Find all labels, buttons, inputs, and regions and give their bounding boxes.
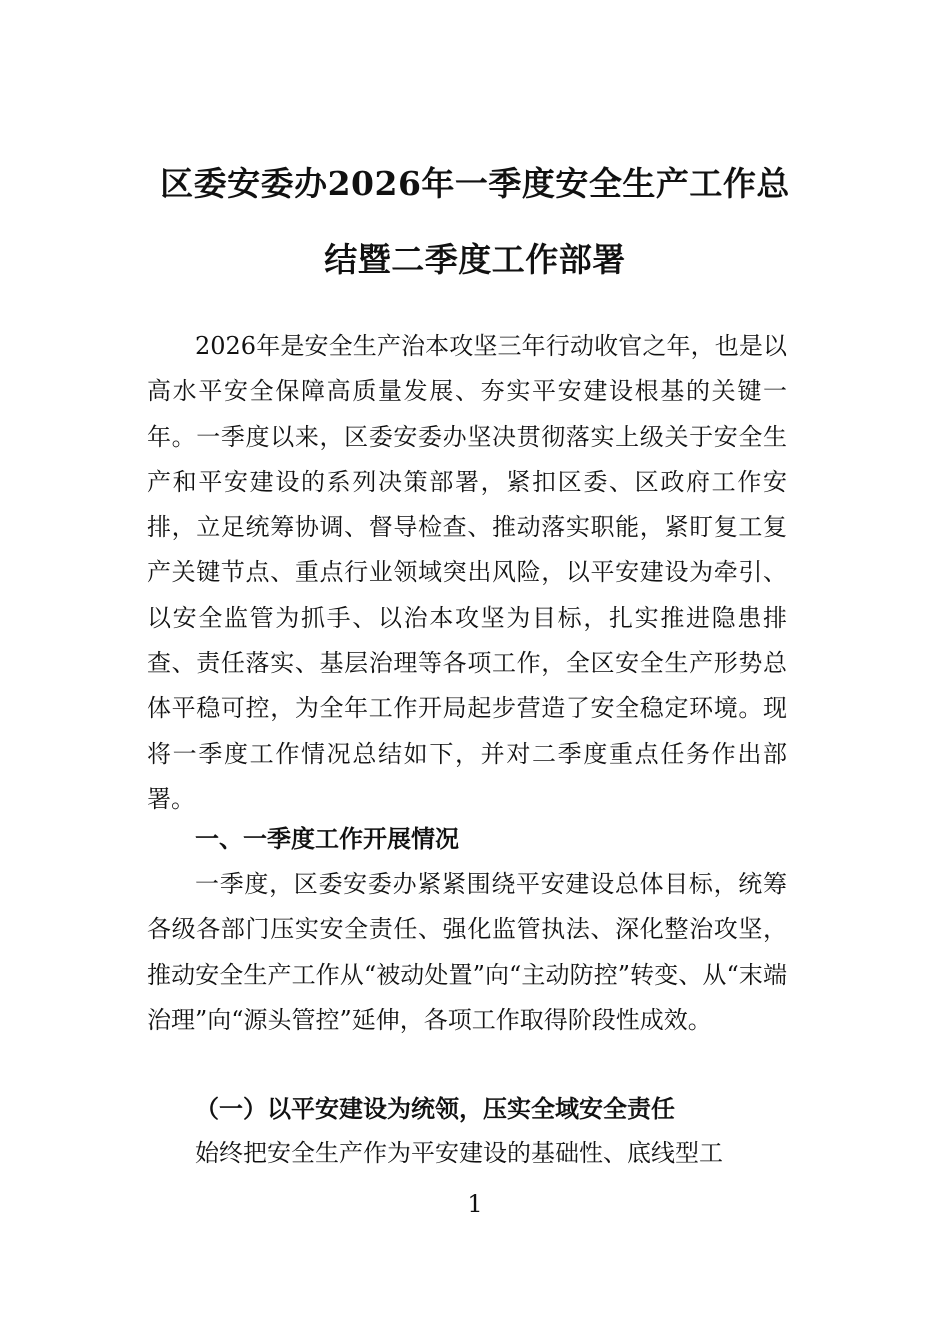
paragraph-subsection-1: 始终把安全生产作为平安建设的基础性、底线型工: [195, 1139, 723, 1167]
title-line-1: 区委安委办2026年一季度安全生产工作总: [160, 164, 790, 203]
subsection-heading-1: （一）以平安建设为统领，压实全域安全责任: [195, 1094, 675, 1123]
section-heading-1: 一、一季度工作开展情况: [195, 825, 459, 853]
title-line-2: 结暨二季度工作部署: [324, 240, 626, 279]
paragraph-intro: 2026年是安全生产治本攻坚三年行动收官之年，也是以高水平安全保障高质量发展、夯实平安建设根基的关键一年。一季度以来，区委安委办坚决贯彻落实上级关于安全生产和平安建设的系列决策部署，紧扣区委、区政府工作安排，立足统筹协调、督导检查、推动落实职能，紧盯复工复产关键节点、重点行业领域突出风险，以平安建设为牵引、以安全监管为抓手、以治本攻坚为目标，扎实推进隐患排查、责任落实、基层治理等各项工作，全区安全生产形势总体平稳可控，为全年工作开局起步营造了安全稳定环境。现将一季度工作情况总结如下，并对二季度重点任务作出部署。: [147, 332, 787, 813]
page-number: 1: [467, 1190, 483, 1218]
document-title: [100, 146, 850, 298]
paragraph-section-1: 一季度，区委安委办紧紧围绕平安建设总体目标，统筹各级各部门压实安全责任、强化监管执法、深化整治攻坚，推动安全生产工作从“被动处置”向“主动防控”转变、从“末端治理”向“源头管控”延伸，各项工作取得阶段性成效。: [147, 870, 787, 1034]
